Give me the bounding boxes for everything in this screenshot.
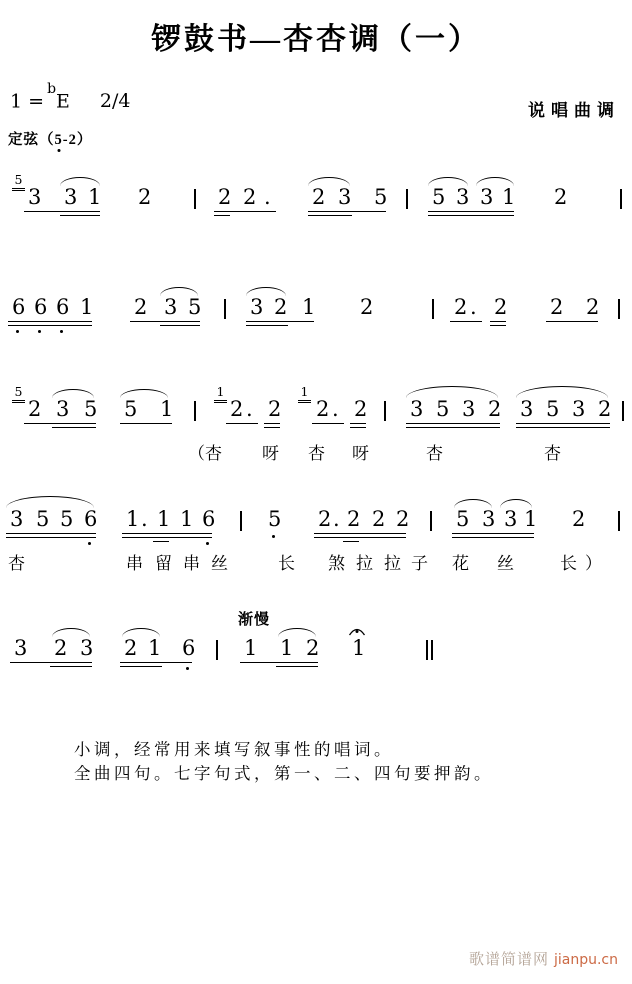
tuning-suffix: -2） — [62, 132, 93, 148]
beam-underline — [246, 321, 314, 322]
note-digit: 2 — [550, 295, 564, 319]
grace-note — [214, 386, 227, 403]
description-line-1: 小调，经常用来填写叙事性的唱词。 — [74, 740, 394, 759]
lyric-syllable: 杏 — [426, 444, 443, 463]
note-digit: 2 — [312, 185, 326, 209]
beam-underline — [246, 325, 288, 326]
beam-underline — [120, 666, 162, 667]
note-digit: 1 — [280, 636, 294, 660]
beam-underline — [153, 541, 169, 542]
beam-underline — [122, 533, 212, 534]
beam-underline — [406, 423, 500, 424]
note-digit: 3 — [480, 185, 494, 209]
grace-digit: 1 — [216, 384, 225, 399]
beam-underline — [10, 662, 92, 663]
lyric-syllable: 拉 — [384, 554, 401, 573]
beam-underline — [160, 325, 200, 326]
note-digit: 6 — [202, 507, 216, 531]
note-digit: 3 — [56, 397, 70, 421]
note-digit: . — [141, 507, 148, 531]
barline — [618, 299, 620, 319]
note-digit: 1 — [244, 636, 258, 660]
note-digit: 1 — [302, 295, 316, 319]
note-digit: 5 — [456, 507, 470, 531]
note-digit: . — [264, 185, 271, 209]
barline — [194, 189, 196, 209]
note-digit: 1 — [148, 636, 162, 660]
note-digit: 1 — [157, 507, 171, 531]
octave-dot — [272, 535, 275, 538]
lyric-syllable: 子 — [411, 554, 428, 573]
beam-underline — [490, 321, 506, 322]
note-digit: 2 — [572, 507, 586, 531]
grace-note — [12, 174, 25, 191]
lyric-syllable: 呀 — [262, 444, 279, 463]
barline — [406, 189, 408, 209]
note-digit: 2 — [28, 397, 42, 421]
note-digit: 5 — [546, 397, 560, 421]
octave-dot — [186, 667, 189, 670]
note-digit: 2 — [218, 185, 232, 209]
grace-digit: 5 — [14, 172, 23, 187]
barline — [240, 511, 242, 531]
key-letter: E — [56, 90, 70, 113]
lyric-syllable: 花 — [452, 554, 469, 573]
note-digit: 3 — [520, 397, 534, 421]
beam-underline — [343, 541, 359, 542]
octave-dot — [16, 330, 19, 333]
note-digit: 1 — [80, 295, 94, 319]
note-digit: 3 — [504, 507, 518, 531]
note-digit: 2 — [54, 636, 68, 660]
barline — [432, 299, 434, 319]
note-digit: 3 — [28, 185, 42, 209]
lyric-syllable: 串 — [183, 554, 200, 573]
octave-dot — [88, 542, 91, 545]
octave-dot — [206, 542, 209, 545]
beam-underline — [276, 666, 318, 667]
note-digit: 2 — [598, 397, 612, 421]
note-digit: 3 — [572, 397, 586, 421]
beam-underline — [452, 533, 534, 534]
beam-underline — [428, 215, 514, 216]
note-digit: 1 — [88, 185, 102, 209]
song-title: 锣鼓书—杏杏调（一） — [151, 23, 481, 56]
beam-underline — [308, 211, 386, 212]
lyric-syllable: 杏 — [8, 554, 25, 573]
note-digit: 1 — [180, 507, 194, 531]
note-digit: 3 — [80, 636, 94, 660]
note-digit: . — [333, 507, 340, 531]
beam-underline — [24, 423, 96, 424]
watermark-site-name: 歌谱简谱网 — [468, 952, 549, 968]
barline — [430, 511, 432, 531]
beam-underline — [452, 537, 534, 538]
note-digit: 2 — [274, 295, 288, 319]
note-digit: 5 — [188, 295, 202, 319]
barline — [620, 189, 622, 209]
lyric-syllable: 长 — [560, 554, 577, 573]
beam-underline — [8, 325, 92, 326]
lyric-syllable: 杏 — [308, 444, 325, 463]
beam-underline — [308, 215, 352, 216]
beam-underline — [120, 423, 172, 424]
octave-dot — [60, 330, 63, 333]
note-digit: 1 — [502, 185, 516, 209]
description-line-2: 全曲四句。七字句式，第一、二、四句要押韵。 — [74, 764, 494, 783]
note-digit: 3 — [456, 185, 470, 209]
grace-digit: 5 — [14, 384, 23, 399]
note-digit: 5 — [436, 397, 450, 421]
lyric-syllable: 拉 — [356, 554, 373, 573]
lyric-syllable: ） — [585, 554, 602, 573]
note-digit: 2 — [318, 507, 332, 531]
note-digit: . — [332, 397, 339, 421]
final-barline — [426, 640, 433, 660]
grace-note — [298, 386, 311, 403]
lyric-syllable: （杏 — [188, 444, 222, 463]
note-digit: 2 — [138, 185, 152, 209]
beam-underline — [52, 427, 96, 428]
barline — [224, 299, 226, 319]
note-digit: 3 — [410, 397, 424, 421]
beam-underline — [8, 321, 92, 322]
note-digit: 6 — [34, 295, 48, 319]
note-digit: 3 — [482, 507, 496, 531]
note-digit: 5 — [36, 507, 50, 531]
beam-underline — [6, 537, 96, 538]
barline — [216, 640, 218, 660]
barline — [618, 511, 620, 531]
tuning-low-note: 5 — [54, 132, 63, 148]
lyric-syllable: 杏 — [544, 444, 561, 463]
beam-underline — [450, 321, 482, 322]
note-digit: . — [246, 397, 253, 421]
note-digit: 2 — [488, 397, 502, 421]
note-digit: 3 — [462, 397, 476, 421]
note-digit: 2 — [306, 636, 320, 660]
barline — [194, 401, 196, 421]
note-digit: 5 — [432, 185, 446, 209]
note-digit: 2 — [316, 397, 330, 421]
beam-underline — [50, 666, 92, 667]
note-digit: 2 — [243, 185, 257, 209]
beam-underline — [214, 211, 276, 212]
note-digit: 3 — [164, 295, 178, 319]
beam-underline — [264, 427, 280, 428]
watermark — [469, 948, 618, 969]
lyric-syllable: 煞 — [328, 554, 345, 573]
beam-underline — [264, 423, 280, 424]
note-digit: 1 — [126, 507, 140, 531]
beam-underline — [546, 321, 598, 322]
lyric-syllable: 串 — [126, 554, 143, 573]
flat-sign: b — [47, 81, 57, 97]
barline — [384, 401, 386, 421]
note-digit: 3 — [10, 507, 24, 531]
note-digit: 3 — [338, 185, 352, 209]
beam-underline — [314, 537, 406, 538]
note-digit: . — [470, 295, 477, 319]
note-digit: 2 — [494, 295, 508, 319]
note-digit: 6 — [12, 295, 26, 319]
note-digit: 6 — [84, 507, 98, 531]
description-text — [74, 738, 494, 786]
beam-underline — [312, 423, 344, 424]
note-digit: 5 — [84, 397, 98, 421]
note-digit: 1 — [524, 507, 538, 531]
note-digit: 2 — [396, 507, 410, 531]
note-digit: 2 — [268, 397, 282, 421]
note-digit: 5 — [60, 507, 74, 531]
beam-underline — [516, 427, 610, 428]
genre-label: 说唱曲调 — [528, 101, 620, 120]
note-digit: 2 — [586, 295, 600, 319]
beam-underline — [24, 211, 100, 212]
beam-underline — [122, 537, 212, 538]
beam-underline — [240, 662, 318, 663]
lyric-syllable: 长 — [278, 554, 295, 573]
note-digit: 2 — [134, 295, 148, 319]
beam-underline — [6, 533, 96, 534]
note-digit: 6 — [56, 295, 70, 319]
note-digit: 2 — [354, 397, 368, 421]
note-digit: 2 — [360, 295, 374, 319]
tuning-prefix: 定弦（ — [8, 132, 55, 148]
beam-underline — [60, 215, 100, 216]
note-digit: 3 — [250, 295, 264, 319]
note-digit: 3 — [14, 636, 28, 660]
beam-underline — [350, 423, 366, 424]
lyric-syllable: 留 — [155, 554, 172, 573]
beam-underline — [214, 215, 230, 216]
beam-underline — [516, 423, 610, 424]
note-digit: 5 — [124, 397, 138, 421]
beam-underline — [226, 423, 258, 424]
lyric-syllable: 丝 — [497, 554, 514, 573]
lyric-syllable: 丝 — [211, 554, 228, 573]
key-prefix: 1 = — [10, 90, 45, 113]
beam-underline — [406, 427, 500, 428]
tempo-mark: 渐慢 — [238, 612, 271, 628]
note-digit: 2 — [230, 397, 244, 421]
grace-note — [12, 386, 25, 403]
note-digit: 1 — [352, 636, 366, 660]
lyric-syllable: 呀 — [352, 444, 369, 463]
note-digit: 2 — [454, 295, 468, 319]
beam-underline — [314, 533, 406, 534]
note-digit: 2 — [347, 507, 361, 531]
barline — [622, 401, 624, 421]
beam-underline — [428, 211, 514, 212]
beam-underline — [130, 321, 200, 322]
grace-digit: 1 — [300, 384, 309, 399]
watermark-site-url: jianpu.cn — [553, 952, 618, 968]
beam-underline — [350, 427, 366, 428]
note-digit: 6 — [182, 636, 196, 660]
octave-dot — [38, 330, 41, 333]
beam-underline — [120, 662, 192, 663]
note-digit: 3 — [64, 185, 78, 209]
note-digit: 2 — [124, 636, 138, 660]
note-digit: 5 — [268, 507, 282, 531]
note-digit: 2 — [372, 507, 386, 531]
note-digit: 5 — [374, 185, 388, 209]
note-digit: 2 — [554, 185, 568, 209]
beam-underline — [490, 325, 506, 326]
time-signature: 2/4 — [99, 90, 131, 113]
note-digit: 1 — [160, 397, 174, 421]
